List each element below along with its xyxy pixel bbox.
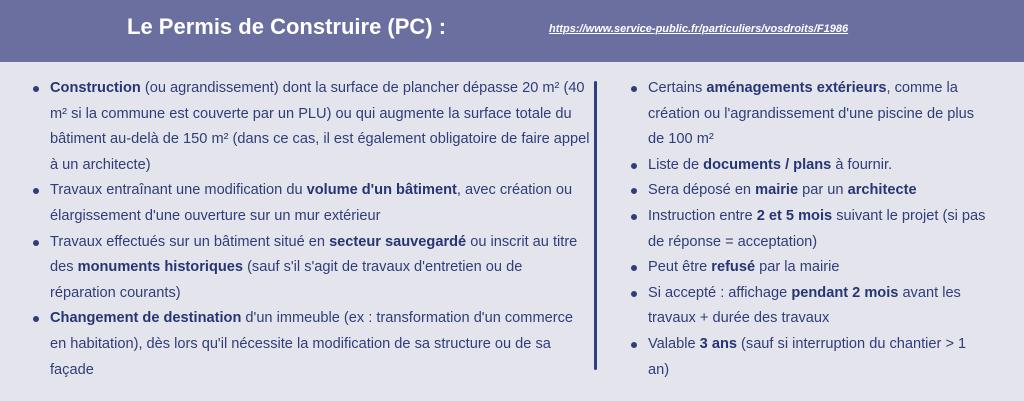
list-text: , avec création ou élargissement d'une ouverture sur un mur extérieur <box>50 182 573 224</box>
list-item <box>628 153 988 179</box>
list-text: Travaux entraînant une modification du <box>50 182 307 199</box>
list-text: (ou agrandissement) dont la surface de plancher dépasse 20 m² (40 m² si la commune est couverte par un PLU) ou qui augmente la surface totale du bâtiment au-delà de 150 m² (dans ce cas, il est également obligatoire de faire appel à un architecte) <box>50 80 590 173</box>
left-bullet-list <box>30 76 590 383</box>
bold-text: Changement de destination <box>50 310 242 327</box>
list-text: Instruction entre <box>648 207 757 224</box>
list-item <box>30 230 590 307</box>
list-text: (sauf si interruption du chantier > 1 an) <box>648 335 967 378</box>
bold-text: architecte <box>847 182 917 199</box>
bullet-icon <box>631 86 637 92</box>
bold-text: mairie <box>755 182 799 199</box>
list-item <box>30 178 590 229</box>
header-banner <box>0 0 1024 62</box>
bold-text: refusé <box>711 259 756 276</box>
list-text: Si accepté : affichage <box>648 284 792 301</box>
list-text: par la mairie <box>755 259 840 276</box>
page-title: Le Permis de Construire (PC) : <box>127 14 447 39</box>
list-text: Travaux effectués sur un bâtiment situé en <box>50 233 330 250</box>
bold-text: Construction <box>50 80 141 96</box>
list-text: avant les travaux + durée des travaux <box>648 284 961 327</box>
bullet-icon <box>33 316 39 322</box>
list-item <box>30 306 590 383</box>
list-text: à fournir. <box>831 156 893 173</box>
source-link[interactable]: https://www.service-public.fr/particuliers/vosdroits/F1986 <box>549 23 849 35</box>
list-text: Liste de <box>648 156 704 173</box>
bold-text: secteur sauvegardé <box>329 233 467 250</box>
list-text: d'un immeuble (ex : transformation d'un commerce en habitation), dès lors qu'il nécessite la modification de sa structure ou de sa façade <box>50 310 573 378</box>
bullet-icon <box>33 188 39 194</box>
list-text: suivant le projet (si pas de réponse = acceptation) <box>648 207 986 250</box>
bullet-icon <box>631 291 637 297</box>
list-item <box>628 204 988 255</box>
column-divider <box>594 81 597 370</box>
list-text: par un <box>798 182 848 199</box>
list-text: (sauf s'il s'agit de travaux d'entretien ou de réparation courants) <box>50 259 523 301</box>
list-item <box>628 178 988 204</box>
list-item <box>628 281 988 332</box>
bullet-icon <box>631 188 637 194</box>
list-item <box>628 76 988 153</box>
list-item <box>628 332 988 383</box>
right-bullet-list <box>628 76 988 383</box>
bold-text: documents / plans <box>703 156 832 173</box>
list-text: Valable <box>648 335 700 352</box>
bullet-icon <box>631 163 637 169</box>
bullet-icon <box>33 240 39 246</box>
bullet-icon <box>631 214 637 220</box>
bullet-icon <box>631 265 637 271</box>
list-item <box>30 76 590 178</box>
list-text: Peut être <box>648 259 712 276</box>
bold-text: 2 et 5 mois <box>756 207 833 224</box>
bold-text: aménagements extérieurs <box>706 80 887 96</box>
bold-text: monuments historiques <box>77 259 244 276</box>
bold-text: pendant 2 mois <box>791 284 899 301</box>
bullet-icon <box>33 86 39 92</box>
list-text: Sera déposé en <box>648 182 756 199</box>
bullet-icon <box>631 342 637 348</box>
bold-text: volume d'un bâtiment <box>306 182 457 199</box>
list-text: , comme la création ou l'agrandissement d'une piscine de plus de 100 m² <box>648 80 975 148</box>
list-item <box>628 255 988 281</box>
bold-text: 3 ans <box>699 335 737 352</box>
list-text: ou inscrit au titre des <box>50 233 578 276</box>
list-text: Certains <box>648 80 707 96</box>
